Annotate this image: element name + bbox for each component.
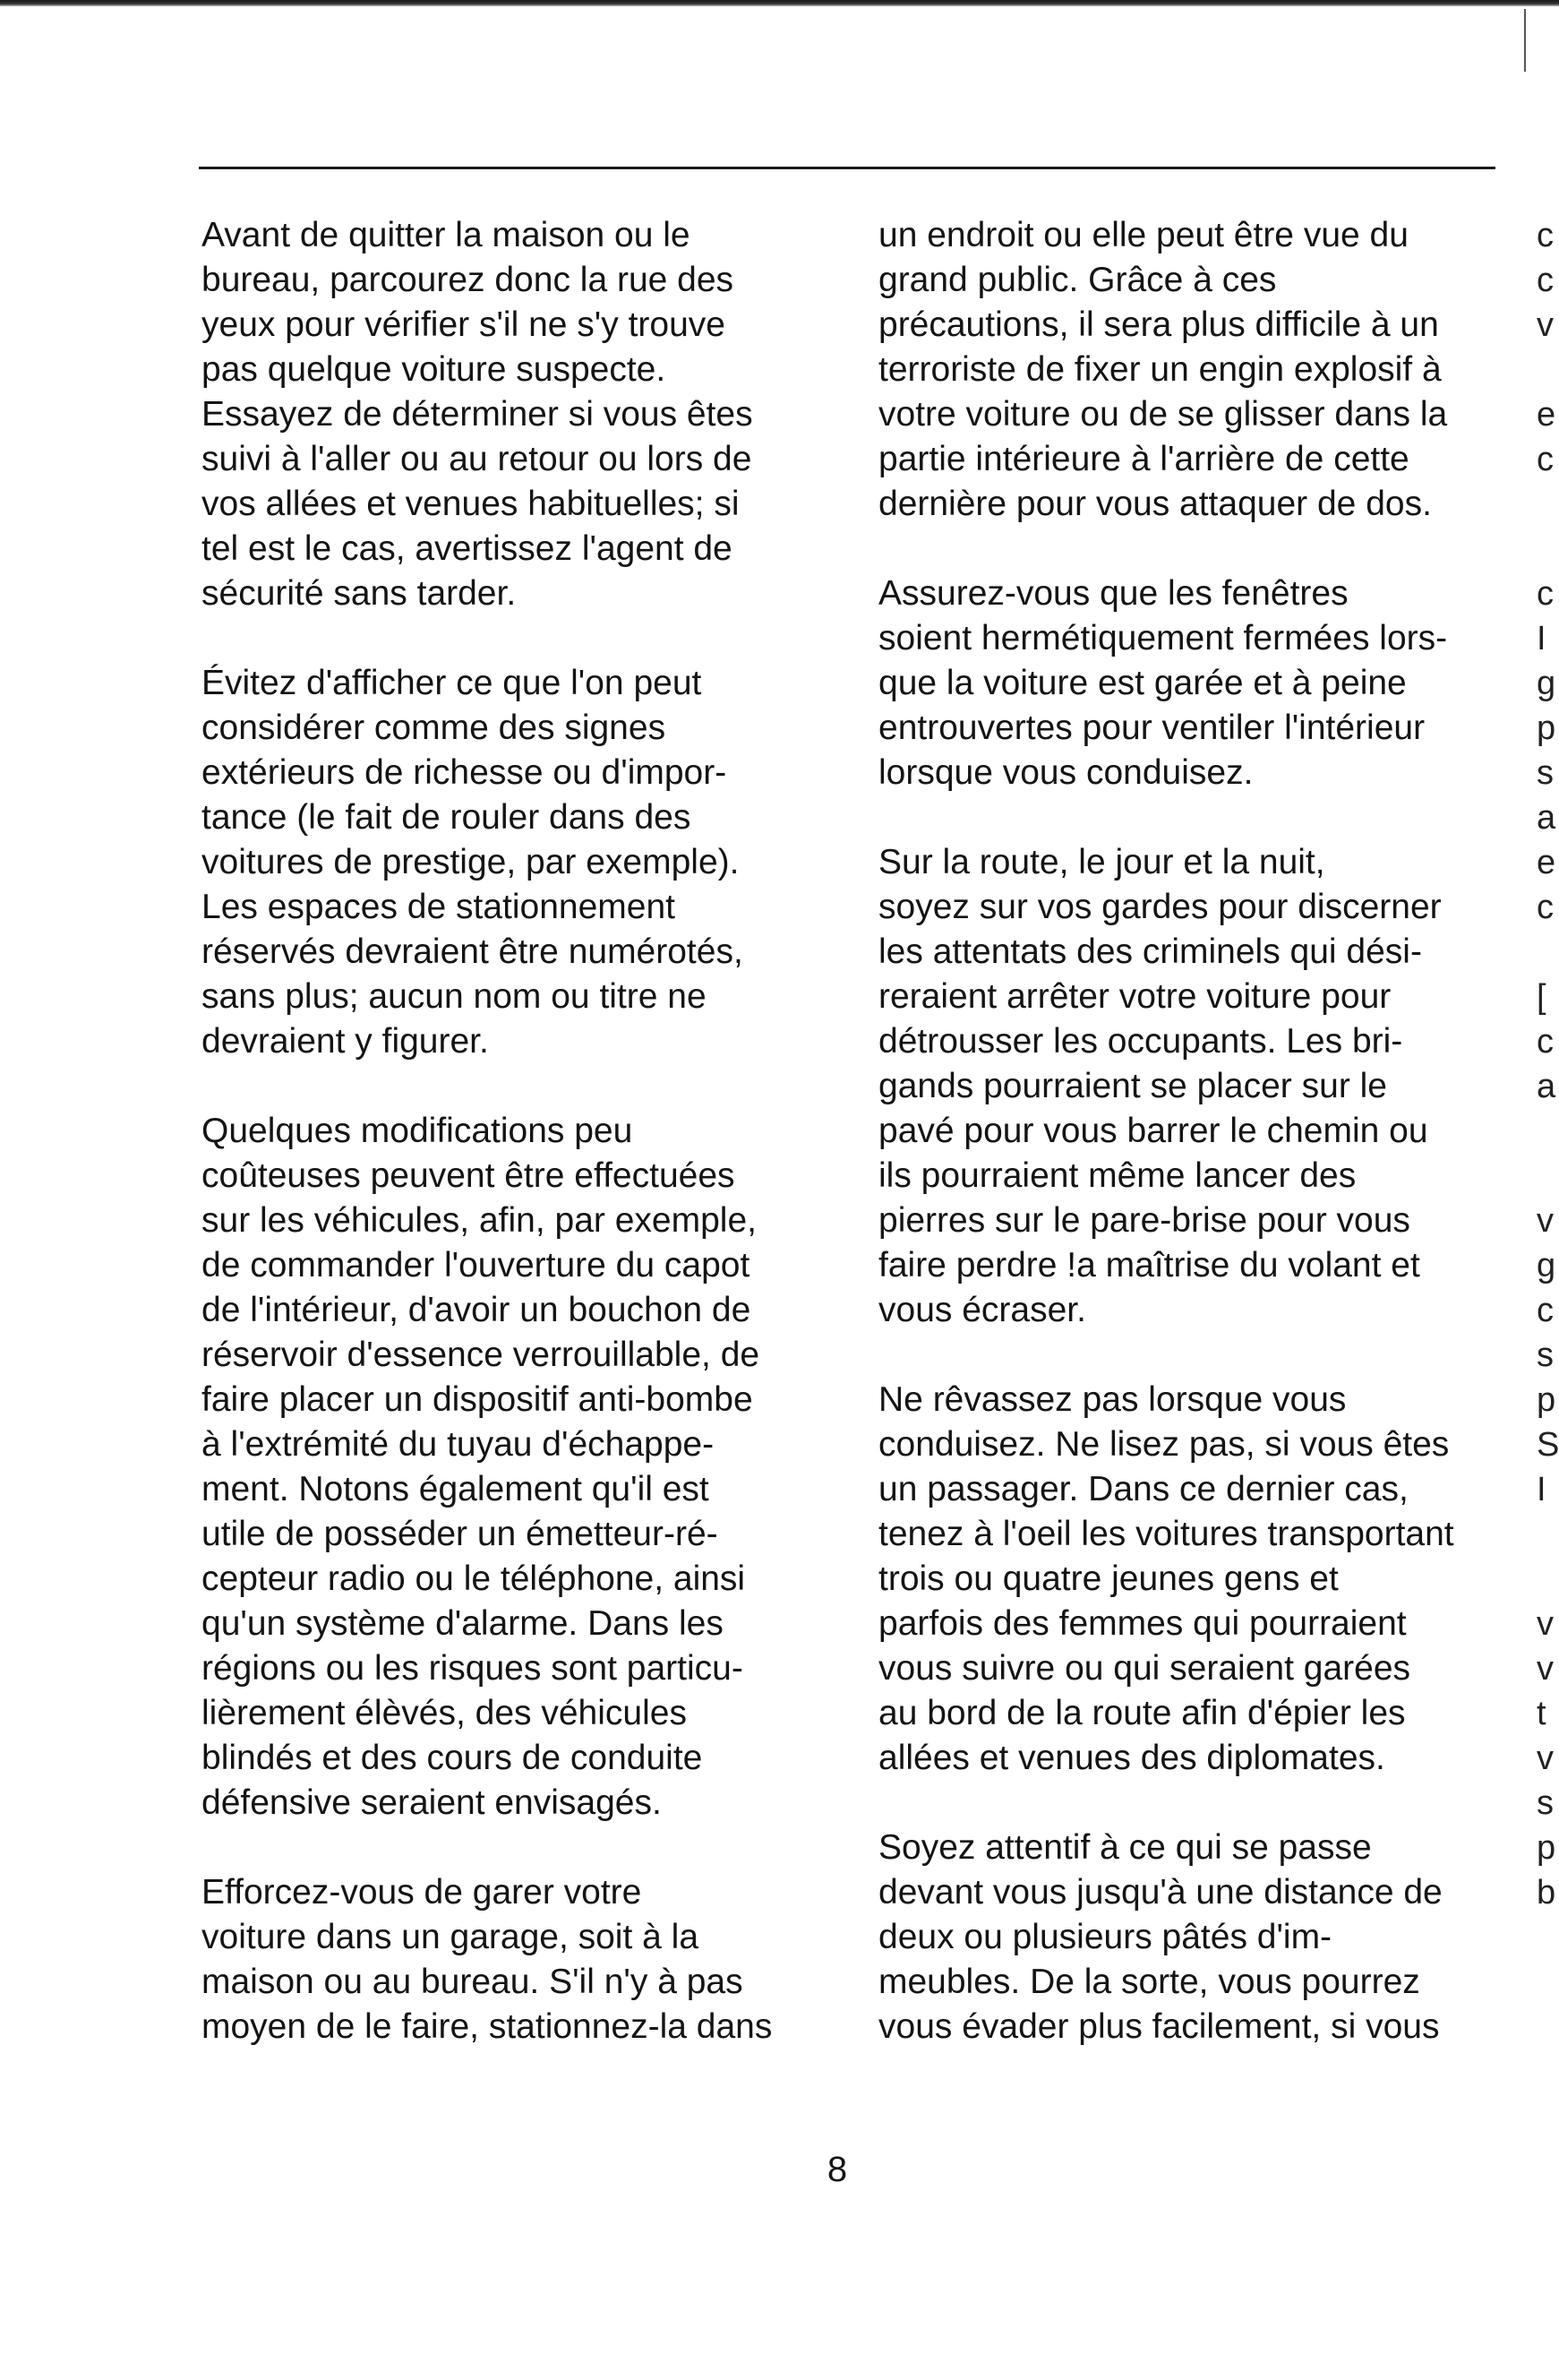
scan-edge-mark: [1524, 9, 1526, 72]
paragraph: un endroit ou elle peut être vue du grand public. Grâce à ces précautions, il sera plus difficile à un terroriste de fixer un engin explosif à votre voiture ou de se glisser dans la partie intérieure à l'arrière de cette dernière pour vous attaquer de dos.: [878, 216, 1448, 523]
paragraph: Évitez d'afficher ce que l'on peut considérer comme des signes extérieurs de richesse ou d'impor- tance (le fait de rouler dans des voitures de prestige, par exemple). Les espaces de stationnement réservés devraient être numérotés, sans plus; aucun nom ou titre ne devraient y figurer.: [201, 664, 743, 1061]
paragraph: Avant de quitter la maison ou le bureau, parcourez donc la rue des yeux pour vérifier s'il ne s'y trouve pas quelque voiture suspecte. Essayez de déterminer si vous êtes suivi à l'aller ou au retour ou lors de vos allées et venues habituelles; si tel est le cas, avertissez l'agent de sécurité sans tarder.: [201, 216, 753, 613]
paragraph: Quelques modifications peu coûteuses peuvent être effectuées sur les véhicules, afin, par exemple, de commander l'ouverture du capot de l'intérieur, d'avoir un bouchon de réservoir d'essence verrouillable, de faire placer un dispositif anti-bombe à l'extrémité du tuyau d'échappe- ment. Notons également qu'il est utile de posséder un émetteur-ré- cepteur radio ou le téléphone, ainsi qu'un système d'alarme. Dans les régions ou les risques sont particu- lièrement élèvés, des véhicules blindés et des cours de conduite défensive seraient envisagés.: [201, 1112, 760, 1822]
paragraph: Ne rêvassez pas lorsque vous conduisez. Ne lisez pas, si vous êtes un passager. Dans ce dernier cas, tenez à l'oeil les voitures transportant trois ou quatre jeunes gens et parfois des femmes qui pourraient vous suivre ou qui seraient garées au bord de la route afin d'épier les allées et venues des diplomates.: [878, 1380, 1454, 1777]
paragraph: Efforcez-vous de garer votre voiture dans un garage, soit à la maison ou au bureau. S'il n'y à pas moyen de le faire, stationnez-la dans: [201, 1873, 773, 2046]
header-rule: [199, 167, 1495, 169]
scan-top-edge: [0, 0, 1559, 6]
paragraph: Soyez attentif à ce qui se passe devant vous jusqu'à une distance de deux ou plusieurs pâtés d'im- meubles. De la sorte, vous pourrez vous évader plus facilement, si vous: [878, 1828, 1443, 2046]
paragraph: Sur la route, le jour et la nuit, soyez sur vos gardes pour discerner les attentats des criminels qui dési- reraient arrêter votre voiture pour détrousser les occupants. Les bri- gands pourraient se placer sur le pavé pour vous barrer le chemin ou ils pourraient même lancer des pierres sur le pare-brise pour vous faire perdre !a maîtrise du volant et vous écraser.: [878, 843, 1442, 1329]
right-column: [878, 213, 1510, 2094]
page-number: 8: [827, 2150, 848, 2189]
adjacent-page-edge-text: c c v e c c I g p s a e c [ c a v g c s p S I v v t v s p b: [1537, 217, 1559, 1912]
left-column: [201, 213, 833, 2094]
paragraph: Assurez-vous que les fenêtres soient hermétiquement fermées lors- que la voiture est garée et à peine entrouvertes pour ventiler l'intérieur lorsque vous conduisez.: [878, 574, 1448, 792]
